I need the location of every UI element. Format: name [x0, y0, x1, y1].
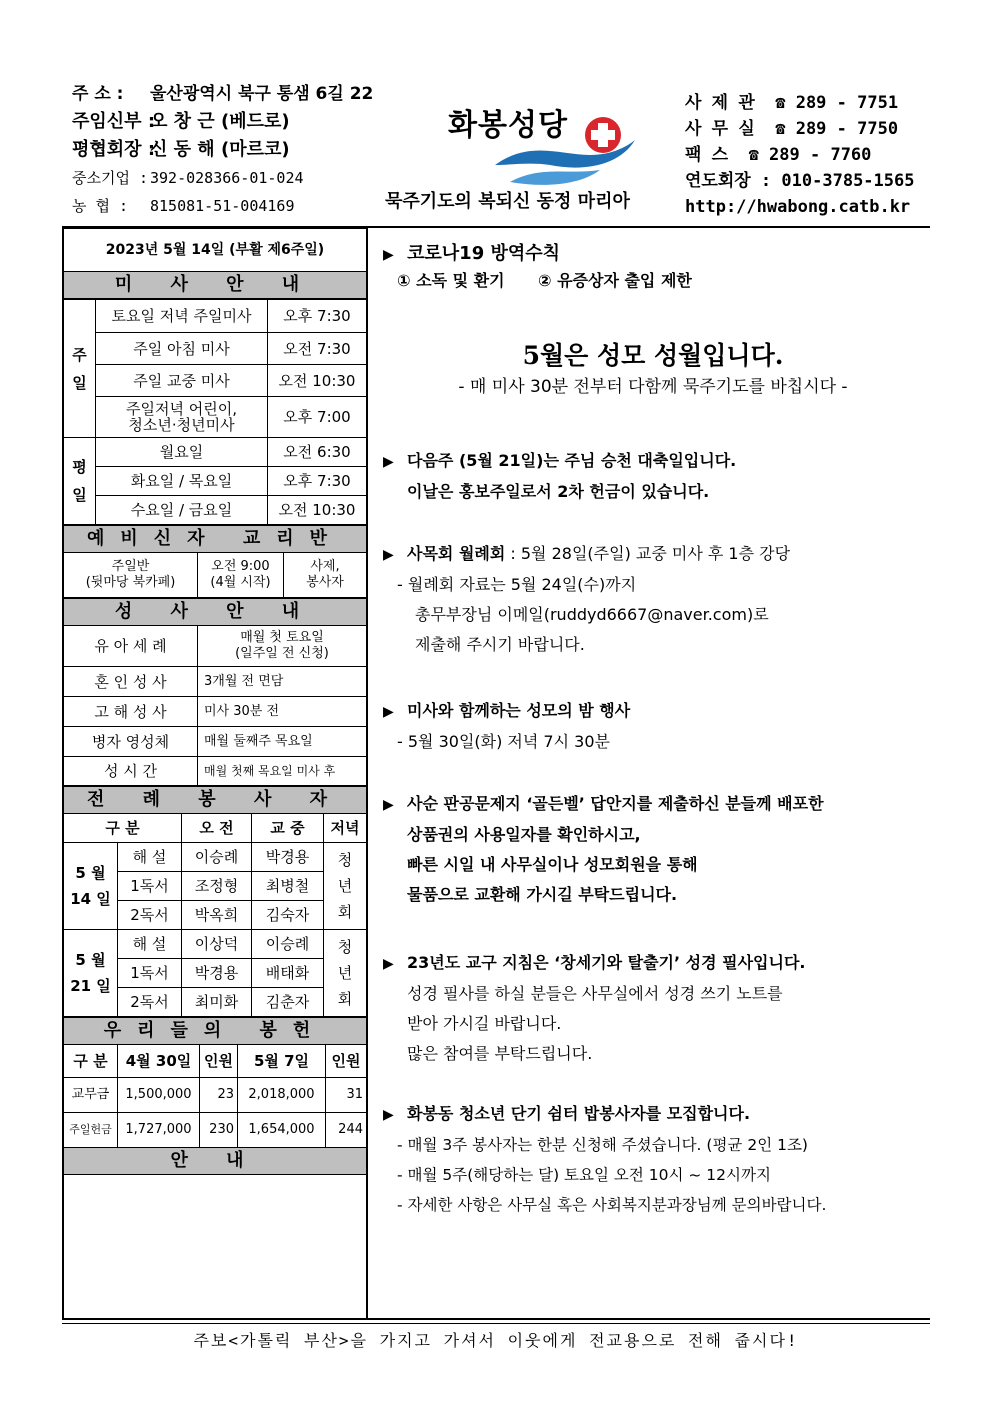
- notice-text: 이날은 홍보주일로서 2차 헌금이 있습니다.: [407, 482, 710, 501]
- fax-label: 팩 스: [685, 145, 729, 165]
- council-label: 평협회장 :: [72, 139, 156, 160]
- mass-time: 오후 7:30: [268, 300, 367, 333]
- server-role: 2독서: [118, 988, 182, 1017]
- offering-count: 230: [200, 1113, 238, 1148]
- sacrament-info: 매월 둘째주 목요일: [198, 727, 367, 757]
- notice-text: 총무부장님 이메일(ruddyd6667@naver.com)로: [415, 605, 769, 624]
- server-name: 김춘자: [252, 988, 324, 1017]
- servers-title: 전 례 봉 사 자: [64, 787, 367, 814]
- mass-name: 주일저녁 어린이, 청소년·청년미사: [96, 397, 268, 438]
- mass-name: 월요일: [96, 438, 268, 467]
- footer-message: 주보<가톨릭 부산>을 가지고 가셔서 이웃에게 전교용으로 전해 줍시다!: [193, 1331, 799, 1350]
- pastor: 오 창 근 (베드로): [150, 111, 290, 132]
- offering-table: [63, 1017, 367, 1175]
- offering-amount: 1,727,000: [118, 1113, 200, 1148]
- servers-evening: 청 년 회: [324, 843, 367, 930]
- server-name: 김숙자: [252, 901, 324, 930]
- mass-time: 오후 7:30: [268, 467, 367, 496]
- notice-heading: 미사와 함께하는 성모의 밤 행사: [407, 701, 631, 720]
- parish-motto: 묵주기도의 복되신 동정 마리아: [385, 191, 630, 212]
- offering-header: 4월 30일: [118, 1045, 200, 1078]
- offering-count: 23: [200, 1078, 238, 1113]
- rectory-phone: ☎ 289 - 7751: [775, 93, 899, 113]
- bank2-label: 농 협 :: [72, 197, 129, 215]
- office-label: 사 무 실: [685, 119, 755, 139]
- offering-amount: 2,018,000: [238, 1078, 326, 1113]
- catechumen-time: 오전 9:00 (4월 시작): [198, 553, 284, 598]
- sacrament-name: 고 해 성 사: [64, 697, 198, 727]
- triangle-icon: ▶: [383, 797, 394, 813]
- mass-name: 수요일 / 금요일: [96, 496, 268, 525]
- offering-header: 인원: [326, 1045, 367, 1078]
- notice-goldenbell: [383, 789, 923, 910]
- servers-header: 구 분: [64, 814, 182, 843]
- servers-header: 교 중: [252, 814, 324, 843]
- offering-count: 31: [326, 1078, 367, 1113]
- sacrament-info: 매월 첫 토요일 (일주일 전 신청): [198, 626, 367, 667]
- mass-schedule-title: 미 사 안 내: [64, 272, 367, 299]
- server-role: 해 설: [118, 843, 182, 872]
- sacrament-info: 3개월 전 면담: [198, 667, 367, 697]
- left-column: [63, 228, 367, 1175]
- offering-type: 주일헌금: [64, 1113, 118, 1148]
- triangle-icon: ▶: [383, 247, 394, 263]
- offering-amount: 1,654,000: [238, 1113, 326, 1148]
- office-phone: ☎ 289 - 7750: [775, 119, 899, 139]
- notice-marian-night: [383, 696, 923, 757]
- catechumen-table: [63, 525, 367, 598]
- notice-text: 23년도 교구 지침은 ‘창세기와 탈출기’ 성경 필사입니다.: [407, 953, 806, 972]
- servers-header: 저녁: [324, 814, 367, 843]
- sacrament-name: 혼 인 성 사: [64, 667, 198, 697]
- notice-text: : 5월 28일(주일) 교중 미사 후 1층 강당: [505, 544, 791, 563]
- catechumen-title: 예비신자 교리반: [64, 526, 367, 553]
- website-link[interactable]: http://hwabong.catb.kr: [685, 197, 911, 217]
- triangle-icon: ▶: [383, 454, 394, 470]
- sacrament-info: 매월 첫째 목요일 미사 후: [198, 757, 367, 786]
- notice-text: 성경 필사를 하실 분들은 사무실에서 성경 쓰기 노트를: [407, 984, 783, 1003]
- notice-text: - 매월 3주 봉사자는 한분 신청해 주셨습니다. (평균 2인 1조): [397, 1136, 808, 1154]
- sacrament-table: [63, 598, 367, 786]
- triangle-icon: ▶: [383, 956, 394, 972]
- servers-date: 5 월 14 일: [64, 843, 118, 930]
- main-subtitle: - 매 미사 30분 전부터 다함께 묵주기도를 바칩시다 -: [458, 377, 848, 397]
- triangle-icon: ▶: [383, 704, 394, 720]
- header-info-right: [685, 90, 914, 220]
- rectory-label: 사 제 관: [685, 93, 755, 113]
- notice-youth-shelter: [383, 1099, 923, 1220]
- triangle-icon: ▶: [383, 1107, 394, 1123]
- server-name: 박옥희: [182, 901, 252, 930]
- server-name: 이승례: [182, 843, 252, 872]
- mass-time: 오전 10:30: [268, 496, 367, 525]
- notice-text: 많은 참여를 부탁드립니다.: [407, 1044, 593, 1063]
- server-name: 최미화: [182, 988, 252, 1017]
- footer-divider: [62, 1318, 930, 1320]
- offering-header: 인원: [200, 1045, 238, 1078]
- notice-text: 다음주 (5월 21일)는 주님 승천 대축일입니다.: [407, 451, 737, 470]
- servers-date: 5 월 21 일: [64, 930, 118, 1017]
- notice-text: - 월례회 자료는 5월 24일(수)까지: [397, 575, 637, 594]
- notice-text: 화봉동 청소년 단기 쉼터 밥봉사자를 모집합니다.: [407, 1104, 751, 1123]
- mass-schedule-table: [63, 299, 367, 525]
- notice-text: 받아 가시길 바랍니다.: [407, 1014, 562, 1033]
- server-name: 배태화: [252, 959, 324, 988]
- notice-ascension: [383, 446, 923, 507]
- notice-council-meeting: [383, 539, 923, 660]
- council-president: 신 동 해 (마르코): [150, 139, 290, 160]
- server-name: 박경용: [182, 959, 252, 988]
- servers-evening: 청 년 회: [324, 930, 367, 1017]
- sacrament-title: 성 사 안 내: [64, 599, 367, 626]
- sacrament-name: 병자 영성체: [64, 727, 198, 757]
- server-name: 조정형: [182, 872, 252, 901]
- offering-header: 5월 7일: [238, 1045, 326, 1078]
- address: 울산광역시 북구 통샘 6길 22: [150, 84, 374, 104]
- server-role: 1독서: [118, 959, 182, 988]
- mass-name: 토요일 저녁 주일미사: [96, 300, 268, 333]
- leader-label: 연도회장 :: [685, 171, 772, 191]
- notice-text: 물품으로 교환해 가시길 부탁드립니다.: [407, 885, 678, 904]
- sunday-label: 주 일: [64, 300, 96, 438]
- main-title: 5월은 성모 성월입니다.: [522, 341, 784, 370]
- leader-phone: 010-3785-1565: [781, 171, 915, 191]
- mass-time: 오전 6:30: [268, 438, 367, 467]
- church-emblem-icon: [490, 110, 640, 190]
- server-role: 2독서: [118, 901, 182, 930]
- covid-rules: ① 소독 및 환기 ② 유증상자 출입 제한: [397, 271, 692, 290]
- offering-count: 244: [326, 1113, 367, 1148]
- notice-text: - 매월 5주(해당하는 달) 토요일 오전 10시 ~ 12시까지: [397, 1166, 771, 1184]
- notice-text: 제출해 주시기 바랍니다.: [415, 635, 585, 654]
- address-label: 주 소 :: [72, 84, 124, 104]
- notice-heading: 사목회 월례회: [407, 544, 506, 563]
- sacrament-info: 미사 30분 전: [198, 697, 367, 727]
- mass-name: 주일 교중 미사: [96, 365, 268, 397]
- servers-table: [63, 786, 367, 1017]
- sacrament-name: 성 시 간: [64, 757, 198, 786]
- notice-text: - 5월 30일(화) 저녁 7시 30분: [397, 732, 610, 751]
- triangle-icon: ▶: [383, 547, 394, 563]
- bank2-account: 815081-51-004169: [150, 197, 295, 215]
- server-name: 이승례: [252, 930, 324, 959]
- catechumen-teacher: 사제, 봉사자: [284, 553, 367, 598]
- notice-text: - 자세한 사항은 사무실 혹은 사회복지분과장님께 문의바랍니다.: [397, 1196, 827, 1214]
- fax-phone: ☎ 289 - 7760: [748, 145, 872, 165]
- weekday-label: 평 일: [64, 438, 96, 525]
- info-table: [63, 228, 367, 299]
- notice-text: 상품권의 사용일자를 확인하시고,: [407, 825, 641, 844]
- header-info-left: [72, 80, 373, 220]
- mass-time: 오전 7:30: [268, 333, 367, 365]
- bank1-account: 392-028366-01-024: [150, 169, 304, 187]
- mass-time: 오후 7:00: [268, 397, 367, 438]
- pastor-label: 주임신부 :: [72, 111, 156, 132]
- server-role: 1독서: [118, 872, 182, 901]
- mass-name: 주일 아침 미사: [96, 333, 268, 365]
- footer-divider-2: [62, 1323, 930, 1324]
- server-name: 이상덕: [182, 930, 252, 959]
- covid-notice: [383, 241, 923, 294]
- notice-text: 빠른 시일 내 사무실이나 성모회원을 통해: [407, 855, 698, 874]
- catechumen-class: 주일반 (뒷마당 북카페): [64, 553, 198, 598]
- offering-title: 우리들의 봉헌: [64, 1018, 367, 1045]
- mass-time: 오전 10:30: [268, 365, 367, 397]
- notice-title: 안 내: [64, 1148, 367, 1175]
- bulletin-date: 2023년 5월 14일 (부활 제6주일): [64, 229, 367, 272]
- offering-type: 교무금: [64, 1078, 118, 1113]
- notice-bible-copy: [383, 948, 923, 1069]
- church-name: 화봉성당: [448, 108, 568, 143]
- covid-title: 코로나19 방역수칙: [407, 243, 561, 264]
- server-role: 해 설: [118, 930, 182, 959]
- notice-text: 사순 판공문제지 ‘골든벨’ 답안지를 제출하신 분들께 배포한: [407, 794, 824, 813]
- servers-header: 오 전: [182, 814, 252, 843]
- offering-header: 구 분: [64, 1045, 118, 1078]
- offering-amount: 1,500,000: [118, 1078, 200, 1113]
- mass-name: 화요일 / 목요일: [96, 467, 268, 496]
- bank1-label: 중소기업 :: [72, 169, 149, 187]
- server-name: 최병철: [252, 872, 324, 901]
- server-name: 박경용: [252, 843, 324, 872]
- sacrament-name: 유 아 세 례: [64, 626, 198, 667]
- main-announcement: [383, 338, 923, 400]
